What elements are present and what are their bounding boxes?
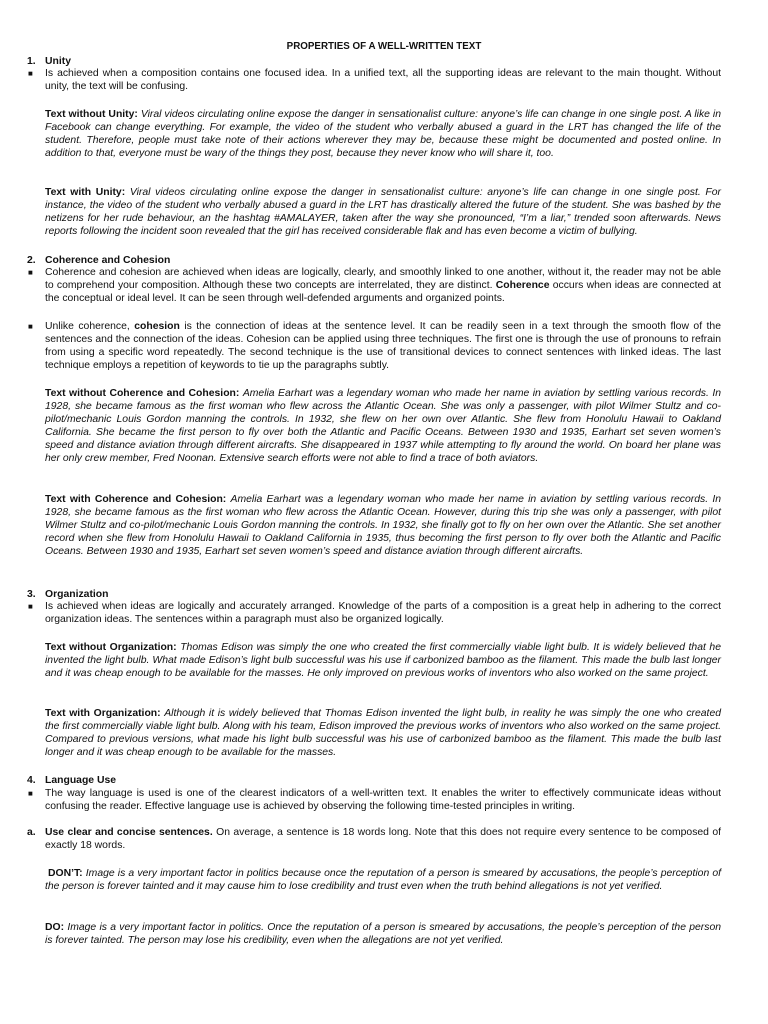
bullet-text: The way language is used is one of the clearest indicators of a well-written text. It enables the writer to effectively communicate ideas without confusing the reader. Effective language use is achieved by observing the following time-tested principles in writing. — [45, 788, 721, 813]
principle-text: On average, a sentence is 18 words long. Note that this does not require every sentence to be composed of exactly 18 words. — [45, 827, 721, 852]
section-title: Unity — [45, 56, 71, 67]
bullet-paragraph — [28, 266, 721, 305]
dont-example — [45, 867, 721, 893]
section-title: Organization — [45, 589, 109, 600]
example-with-unity — [45, 186, 721, 238]
example-text: Image is a very important factor in politics because once the reputation of a person is smeared by accusations, the people’s perception of the person is forever tainted and it may cause him to lose credibility and trust even when the truth behind allegations is not yet verified. — [45, 868, 722, 893]
example-label: Text without Coherence and Cohesion: — [45, 388, 240, 399]
example-text: Amelia Earhart was a legendary woman who made her name in aviation by settling various records. In 1928, she became famous as the first woman who flew across the Atlantic Ocean. However, during this trip she was only a passenger, with pilot Wilmer Stultz and co-pilot/mechanic Louis Gordon manning the controls. In 1932, she finally got to fly on her own over the Atlantic. She set another record when she flew from Honolulu Hawaii to Oakland California in 1935, thus becoming the first person to fly over both the Atlantic and Pacific Oceans. Between 1930 and 1935, Earhart set seven women’s speed and distance aviation through different aircrafts. — [45, 494, 721, 558]
bullet-text: Unlike coherence, — [45, 321, 130, 332]
bullet-text: occurs when ideas are connected at the conceptual or ideal level. It can be seen through well-defended arguments and organized points. — [45, 280, 721, 305]
example-without-organization — [45, 641, 721, 680]
example-label: Text without Organization: — [45, 642, 177, 653]
bullet-icon: ■ — [28, 602, 33, 611]
bullet-paragraph — [28, 67, 721, 93]
do-label: DO: — [45, 922, 65, 933]
section-number: 4. — [27, 775, 36, 786]
bullet-text: Coherence and cohesion are achieved when ideas are logically, clearly, and smoothly linked to one another, without it, the reader may not be able to comprehend your composition. Although these two concepts are interrelated, they are distinct. — [45, 267, 721, 292]
dont-label: DON’T: — [48, 868, 83, 879]
principle-letter: a. — [27, 827, 36, 838]
bullet-icon: ■ — [28, 789, 33, 798]
example-label: Text with Coherence and Cohesion: — [45, 494, 227, 505]
bullet-text: is the connection of ideas at the sentence level. It can be readily seen in a text through the smooth flow of the sentences and the connection of the ideas. Cohesion can be applied using three techniques. The first one is through the use of pronouns to refrain from using a specific word repeatedly. The second technique is the use of transitional devices to connect sentences with linked ideas. The last technique employs a repetition of keywords to tie up the paragraphs subtly. — [45, 321, 721, 372]
example-text: Thomas Edison was simply the one who created the first commercially viable light bulb. It is widely believed that he invented the light bulb. What made Edison’s light bulb successful was his use if carbonized bamboo as the filament. This made the bulb last longer and it was cheap enough to be available for the masses. He only improved on previous works of inventors who also worked on the same project. — [45, 642, 721, 680]
bullet-icon: ■ — [28, 69, 33, 78]
example-label: Text with Unity: — [45, 187, 126, 198]
example-text: Amelia Earhart was a legendary woman who made her name in aviation by settling various records. In 1928, she became famous as the first woman who flew across the Atlantic Ocean. She was only a passenger, with pilot Wilmer Stultz and co-pilot/mechanic Louis Gordon manning the controls. In 1932, she flew on her own over Atlantic. She flew from Honolulu Hawaii to Oakland California. She became the first person to fly over both the Atlantic and Pacific Oceans. Between 1930 and 1935, Earhart set seven women’s speed and distance aviation through different aircrafts. She disappeared in 1937 while attempting to fly around the world. On board her plane was her only crew member, Fred Noonan. Extensive search efforts were not able to find a trace of both aviators. — [45, 388, 721, 465]
example-text: Although it is widely believed that Thomas Edison invented the light bulb, in reality he was simply the one who created the first commercially viable light bulb. Along with his team, Edison improved the previous works of inventors who also worked on the same project. Compared to previous versions, what made his light bulb successful was his use of carbonized bamboo as the filament. This made the bulb last longer and it was cheap enough to be available for the masses. — [45, 708, 721, 759]
bullet-paragraph — [28, 600, 721, 626]
bullet-text: Is achieved when ideas are logically and accurately arranged. Knowledge of the parts of a composition is a great help in adhering to the correct organization ideas. The sentences within a paragraph must also be organized logically. — [45, 601, 721, 626]
bullet-term: cohesion — [134, 321, 180, 332]
section-number: 1. — [27, 56, 36, 67]
bullet-paragraph — [28, 320, 721, 372]
principle-title: Use clear and concise sentences. — [45, 827, 213, 838]
example-with-organization — [45, 707, 721, 759]
bullet-text: Is achieved when a composition contains one focused idea. In a unified text, all the supporting ideas are relevant to the main thought. Without unity, the text will be confusing. — [45, 68, 721, 93]
do-example — [45, 921, 721, 947]
page-title: PROPERTIES OF A WELL-WRITTEN TEXT — [286, 41, 482, 52]
section-number: 3. — [27, 589, 36, 600]
example-text: Viral videos circulating online expose the danger in sensationalist culture: anyone’s life can change in one single post. For instance, the video of the student who verbally abused a guard in the LRT has drastically altered the future of the student. She was bashed by the netizens for her rude behaviour, an the hashtag #AMALAYER, taken after the way she pronounced, “I’m a liar,” trended soon afterwards. News reports following the incident soon revealed that the girl has received considerable flak and has even become a victim of bullying. — [45, 187, 721, 238]
section-heading-language-use — [27, 774, 116, 787]
example-with-coherence — [45, 493, 721, 558]
section-title: Coherence and Cohesion — [45, 255, 171, 266]
example-label: Text with Organization: — [45, 708, 161, 719]
bullet-paragraph — [28, 787, 721, 813]
bullet-icon: ■ — [28, 268, 33, 277]
example-without-unity — [45, 108, 721, 160]
bullet-icon: ■ — [28, 322, 33, 331]
example-text: Image is a very important factor in politics. Once the reputation of a person is smeared by accusations, the people’s perception of the person is forever tainted. The person may lose his credibility, even when the allegations are not yet verified. — [45, 922, 722, 947]
principle-a — [27, 826, 721, 852]
section-number: 2. — [27, 255, 36, 266]
example-without-coherence — [45, 387, 721, 466]
example-text: Viral videos circulating online expose the danger in sensationalist culture: anyone’s life can change in one single post. A like in Facebook can change everything. For example, the video of the student who verbally abused a guard in the LRT has changed the life of the student. Therefore, people must take note of their actions wherever they may be, because these might be documented and posted online. In addition to that, everyone must be wary of the things they post, because they never know who will share it, too. — [45, 109, 721, 160]
bullet-term: Coherence — [495, 280, 550, 292]
section-title: Language Use — [45, 775, 117, 786]
example-label: Text without Unity: — [45, 109, 138, 120]
